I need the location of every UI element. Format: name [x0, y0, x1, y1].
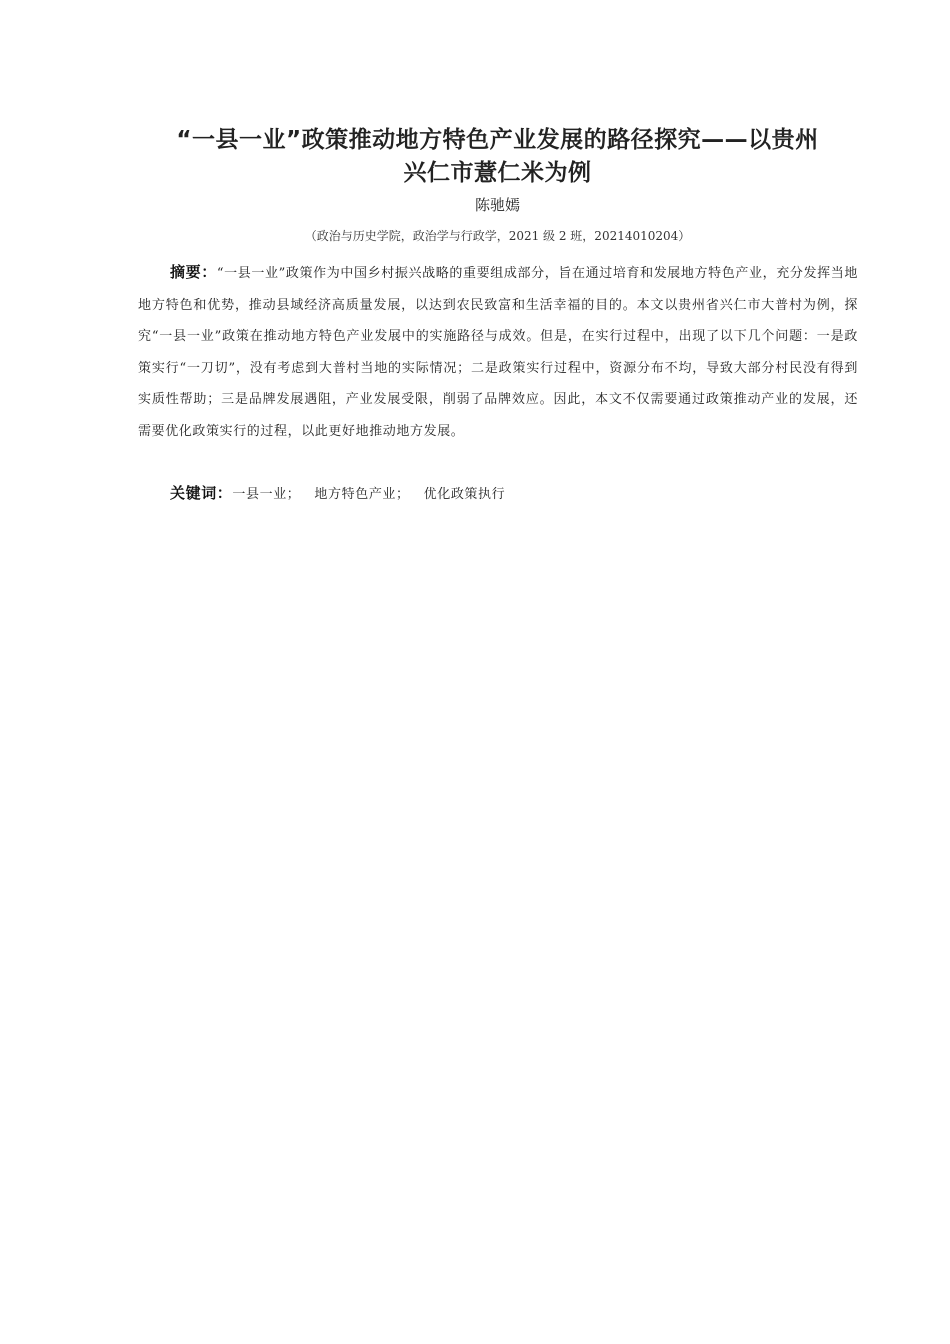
keyword-item: 优化政策执行	[423, 487, 506, 502]
author-affiliation: （政治与历史学院，政治学与行政学，2021 级 2 班，20214010204）	[304, 229, 691, 243]
keyword-item: 地方特色产业；	[314, 487, 410, 502]
keyword-item: 一县一业；	[232, 487, 301, 502]
abstract-paragraph	[138, 257, 858, 447]
author-name: 陈驰嫣	[474, 196, 520, 214]
abstract-label: 摘要：	[170, 263, 217, 281]
paper-title-line-1: “一县一业”政策推动地方特色产业发展的路径探究——以贵州	[176, 127, 819, 153]
paper-title	[130, 124, 865, 190]
paper-title-line-2: 兴仁市薏仁米为例	[403, 160, 592, 186]
abstract-text: “一县一业”政策作为中国乡村振兴战略的重要组成部分，旨在通过培育和发展地方特色产业，充分发挥当地地方特色和优势，推动县域经济高质量发展，以达到农民致富和生活幸福的目的。本文以贵州省兴仁市大普村为例，探究“一县一业”政策在推动地方特色产业发展中的实施路径与成效。但是，在实行过程中，出现了以下几个问题：一是政策实行“一刀切”，没有考虑到大普村当地的实际情况；二是政策实行过程中，资源分布不均，导致大部分村民没有得到实质性帮助；三是品牌发展遇阻，产业发展受限，削弱了品牌效应。因此，本文不仅需要通过政策推动产业的发展，还需要优化政策实行的过程，以此更好地推动地方发展。	[138, 266, 858, 439]
keywords-label: 关键词：	[170, 484, 233, 502]
keywords-line	[138, 479, 858, 509]
